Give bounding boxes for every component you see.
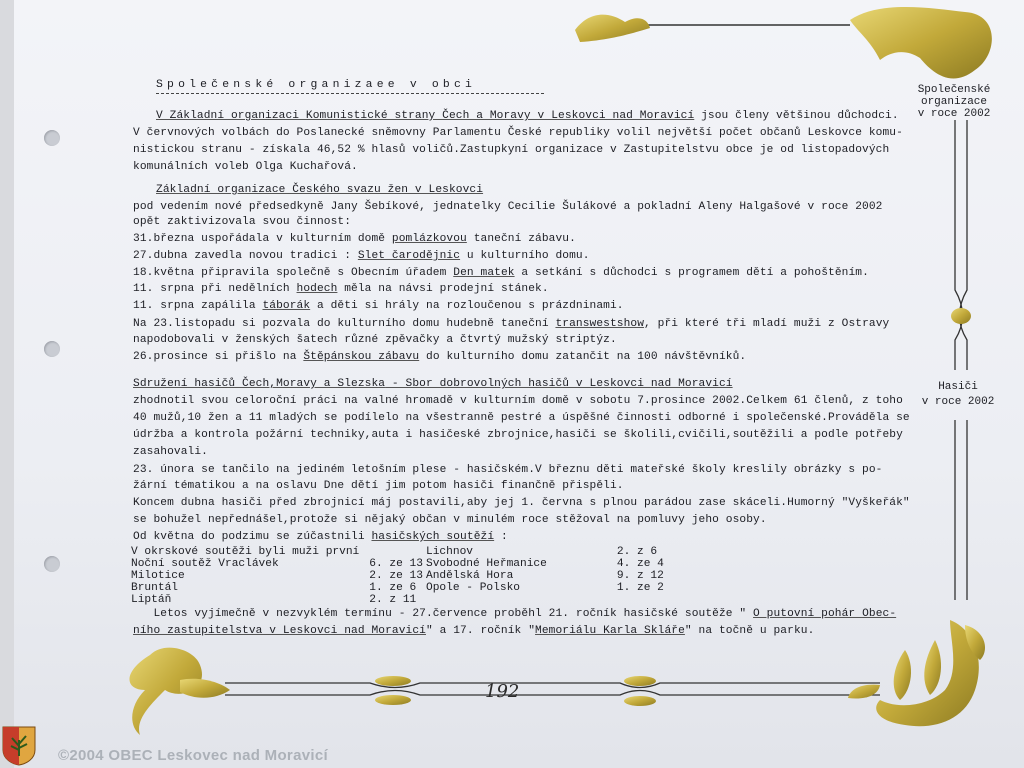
ksc-line-1: [156, 110, 899, 123]
result-rank: 2. ze 13: [369, 570, 423, 582]
event-text: 11. srpna při nedělních: [133, 283, 297, 295]
result-place: Lichnov: [426, 546, 473, 558]
ornament-top-left: [575, 15, 650, 42]
hasici-heading-part: - Sbor dobrovolných hasičů v Leskovci nad Moravicí: [385, 378, 733, 390]
result-place: Milotice: [131, 570, 185, 582]
ksc-line-4: komunálních voleb Olga Kuchařová.: [133, 161, 358, 173]
result-row: [426, 582, 664, 594]
hasici-line: údržba a kontrola požární techniky,auta i hasičeské zbrojnice,hasiči se školili,cvičili,soutěžili a podle potřeby: [133, 429, 903, 441]
result-place: Svobodné Heřmanice: [426, 558, 547, 570]
event-text: a setkání s důchodci s programem dětí a pohoštěním.: [514, 267, 869, 279]
hasici-line: 23. února se tančilo na jediném letošním plese - hasičském.V březnu děti mateřské školy kreslily obrázky s po-: [133, 464, 883, 476]
event-highlight: Den matek: [453, 267, 515, 279]
event-text: Na 23.listopadu si pozvala do kulturního domu hudebně taneční: [133, 318, 556, 330]
csz-event-cont: napodobovali v ženských šatech různé zpěvačky a čtvrtý mužský striptýz.: [133, 334, 617, 346]
hasici-highlight: O putovní pohár Obec-: [753, 608, 897, 620]
event-highlight: transwestshow: [555, 318, 645, 330]
result-rank: 2. z 11: [369, 594, 417, 606]
results-table-left: [131, 546, 423, 606]
result-rank: 4. ze 4: [616, 558, 664, 570]
event-text: a děti si hrály na rozloučenou s prázdninami.: [310, 300, 624, 312]
csz-event: [133, 351, 746, 364]
result-row: [426, 570, 664, 582]
margin-note-line: Společenské: [917, 84, 991, 96]
hasici-text: " a 17. ročník ": [425, 625, 536, 637]
csz-event: [133, 233, 576, 246]
event-text: u kulturního domu.: [460, 250, 590, 262]
hasici-text: :: [494, 531, 508, 543]
hasici-line: se bohužel nepřednášel,protože si nějaký občan v minulém roce stěžoval na pomluvy jeho osoby.: [133, 514, 767, 526]
event-text: 18.května připravila společně s Obecním úřadem: [133, 267, 454, 279]
hasici-text: Od května do podzimu se zúčastnili: [133, 531, 372, 543]
hasici-highlight: ního zastupitelstva v Leskovci nad Moravicí: [133, 625, 426, 637]
results-table-right: [426, 546, 664, 594]
hasici-line: žární tématikou a na oslavu Dne dětí jim potom hasiči finančně přispěli.: [133, 480, 624, 492]
margin-note-line: v roce 2002: [921, 396, 995, 408]
csz-event: [133, 300, 624, 313]
csz-event: [133, 250, 590, 263]
page-number: 192: [485, 681, 520, 702]
event-highlight: hodech: [296, 283, 338, 295]
result-row: [426, 558, 664, 570]
ksc-line-3: nistickou stranu - získala 46,52 % hlasů voličů.Zastupkyní organizace v Zastupitelstvu obce je od listopadových: [133, 144, 890, 156]
event-text: měla na návsi prodejní stánek.: [337, 283, 549, 295]
result-row: [426, 546, 664, 558]
hasici-highlight: Memoriálu Karla Skláře: [535, 625, 685, 637]
event-text: , při které tři mladí muži z Ostravy: [644, 318, 890, 330]
hasici-heading-part: Sdružení hasičů Čech,Moravy a Slezska: [133, 378, 386, 390]
margin-note-line: v roce 2002: [917, 108, 991, 120]
hasici-line: zhodnotil svou celoroční práci na valné hromadě v kulturním domě v sobotu 7.prosince 2002.Celkem 61 členů, z toho: [133, 395, 903, 407]
result-place: Andělská Hora: [426, 570, 514, 582]
result-place: Bruntál: [131, 582, 178, 594]
hasici-text: Letos vyjímečně v nezvyklém termínu - 27.července proběhl 21. ročník hasičské soutěže ": [133, 608, 754, 620]
result-rank: 6. ze 13: [369, 558, 423, 570]
ksc-heading: V Základní organizaci Komunistické strany Čech a Moravy v Leskovci nad Moravicí: [156, 110, 695, 122]
event-text: 11. srpna zapálila: [133, 300, 263, 312]
hasici-line: [133, 531, 508, 544]
ksc-line-2: V červnových volbách do Poslanecké sněmovny Parlamentu České republiky volil největší počet občanů Leskovce komu-: [133, 127, 903, 139]
ornament-top-right: [850, 7, 992, 78]
event-text: 31.března uspořádala v kulturním domě: [133, 233, 392, 245]
hasici-line: Koncem dubna hasiči před zbrojnicí máj postavili,aby jej 1. června s plnou parádou zase skáceli.Humorný "Vyškeřák": [133, 497, 910, 509]
hasici-footer-line: [133, 608, 896, 621]
result-rank: 2. z 6: [616, 546, 658, 558]
csz-event: [133, 267, 869, 280]
result-row: [131, 570, 423, 582]
village-coat-of-arms-icon: [2, 726, 36, 766]
event-highlight: táborák: [262, 300, 311, 312]
result-place: Liptáň: [131, 594, 172, 606]
copyright-watermark: ©2004 OBEC Leskovec nad Moravicí: [58, 747, 328, 764]
result-place: V okrskové soutěži byli muži první: [131, 546, 360, 558]
margin-note-line: organizace: [920, 96, 987, 108]
csz-line-2: opět zaktivizovala svou činnost:: [133, 216, 352, 228]
event-highlight: Štěpánskou zábavu: [303, 351, 420, 363]
event-highlight: pomlázkovou: [391, 233, 467, 245]
hasici-text: " na točně u parku.: [684, 625, 815, 637]
result-place: Noční soutěž Vraclávek: [131, 558, 279, 570]
margin-note-organizations: [906, 84, 1002, 120]
hasici-line: zasahovali.: [133, 446, 208, 458]
event-text: taneční zábavu.: [466, 233, 576, 245]
hasici-line: 40 mužů,10 žen a 11 mladých se podílelo na všestranně pestré a úspěšné činnosti odborné i společenské.Prováděla se: [133, 412, 910, 424]
margin-note-firefighters: [910, 380, 1006, 410]
csz-event: [133, 283, 549, 296]
result-rank: 1. ze 2: [616, 582, 664, 594]
hasici-heading: [133, 378, 733, 391]
hasici-highlight: hasičských soutěží: [371, 531, 495, 543]
event-text: 26.prosince si přišlo na: [133, 351, 304, 363]
page-heading: Společenské organizaee v obci: [156, 79, 477, 91]
hasici-footer-line: [133, 625, 814, 638]
csz-event: [133, 318, 889, 331]
heading-underline: [156, 93, 544, 94]
result-row: [131, 546, 423, 558]
event-text: 27.dubna zavedla novou tradici :: [133, 250, 358, 262]
event-highlight: Slet čarodějnic: [357, 250, 461, 262]
result-row: [131, 558, 423, 570]
csz-line-1: pod vedením nové předsedkyně Jany Šebíkové, jednatelky Cecilie Šulákové a pokladní Aleny Halgašové v roce 2002: [133, 201, 883, 213]
ksc-text: jsou členy většinou důchodci.: [694, 110, 899, 122]
result-rank: 9. z 12: [616, 570, 664, 582]
result-row: [131, 594, 423, 606]
event-text: do kulturního domu zatančit na 100 návštěvníků.: [419, 351, 747, 363]
result-rank: 1. ze 6: [369, 582, 417, 594]
csz-heading: Základní organizace Českého svazu žen v Leskovci: [156, 184, 484, 196]
result-rank: [369, 546, 423, 558]
result-row: [131, 582, 423, 594]
margin-note-line: Hasiči: [938, 381, 978, 393]
result-place: Opole - Polsko: [426, 582, 520, 594]
